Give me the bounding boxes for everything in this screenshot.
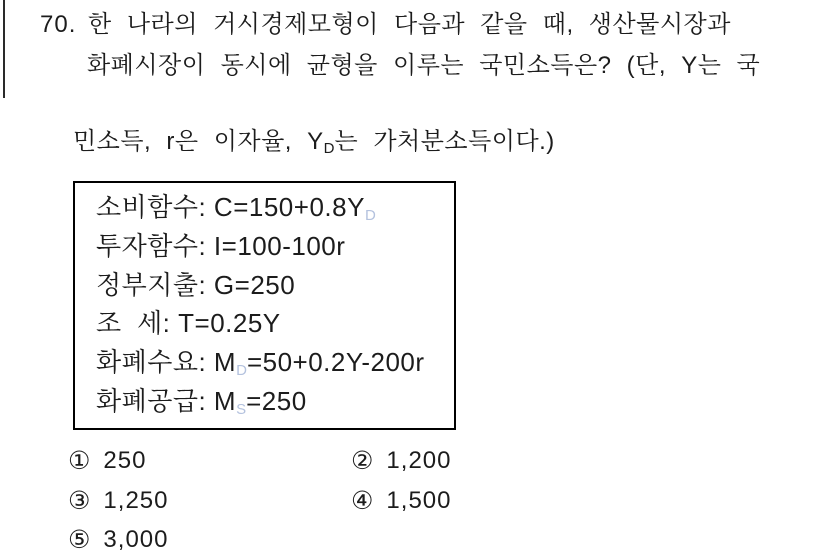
column-divider-line [3, 0, 5, 98]
choice-2-value: 1,200 [386, 447, 452, 474]
question-number: 70. [40, 11, 77, 38]
equation-consumption-subscript: D [364, 207, 376, 224]
choice-5-value: 3,000 [103, 526, 169, 553]
equation-money-demand-formula: M [213, 347, 237, 378]
y-disposable-subscript: D [323, 140, 335, 157]
choice-2[interactable] [351, 447, 451, 475]
equation-consumption-label: 소비함수: [96, 192, 214, 222]
question-line-1 [40, 10, 731, 40]
equation-money-demand [96, 343, 454, 382]
equation-government-spending-formula: G=250 [213, 269, 296, 300]
equation-consumption [96, 188, 454, 227]
equation-money-supply-formula-end: =250 [246, 385, 307, 416]
equation-money-supply [96, 382, 454, 421]
choice-5-circled-number: ⑤ [68, 526, 91, 554]
equation-investment-formula: I=100-100r [213, 230, 346, 261]
question-line3-text-end: 는 가처분소득이다.) [334, 128, 555, 155]
choice-1-circled-number: ① [68, 447, 91, 475]
choice-2-circled-number: ② [351, 447, 374, 475]
equation-money-demand-subscript: D [236, 362, 247, 380]
question-line-3 [73, 127, 555, 164]
choice-1[interactable] [68, 447, 351, 475]
question-line3-text: 민소득, r은 이자율, Y [73, 128, 324, 155]
equation-tax-formula: T=0.25Y [178, 308, 281, 339]
equation-tax-label: 조 세: [96, 308, 179, 339]
equation-investment-label: 투자함수: [96, 230, 214, 261]
choice-5[interactable] [68, 526, 351, 554]
equation-money-supply-formula: M [213, 385, 237, 416]
equation-consumption-formula: C=150+0.8Y [213, 192, 365, 222]
equation-money-supply-subscript: S [236, 400, 247, 418]
equation-money-supply-label: 화폐공급: [96, 385, 214, 416]
choice-4-circled-number: ④ [351, 486, 374, 515]
equation-tax [96, 304, 454, 343]
choice-1-value: 250 [103, 447, 147, 474]
question-line-2: 화폐시장이 동시에 균형을 이루는 국민소득은? (단, Y는 국 [87, 52, 761, 79]
equation-money-demand-label: 화폐수요: [96, 347, 214, 378]
macro-model-equations-box [73, 181, 456, 430]
equation-government-spending-label: 정부지출: [96, 269, 214, 300]
answer-choices [68, 447, 451, 554]
question-text-line1: 한 나라의 거시경제모형이 다음과 같을 때, 생산물시장과 [88, 11, 731, 38]
choice-3[interactable] [68, 487, 351, 515]
equation-investment [96, 227, 454, 266]
choice-3-value: 1,250 [103, 486, 169, 514]
equation-money-demand-formula-end: =50+0.2Y-200r [246, 347, 425, 378]
choice-4-value: 1,500 [386, 486, 452, 514]
choice-3-circled-number: ③ [68, 486, 91, 515]
equation-government-spending [96, 266, 454, 305]
choice-4[interactable] [351, 487, 451, 515]
